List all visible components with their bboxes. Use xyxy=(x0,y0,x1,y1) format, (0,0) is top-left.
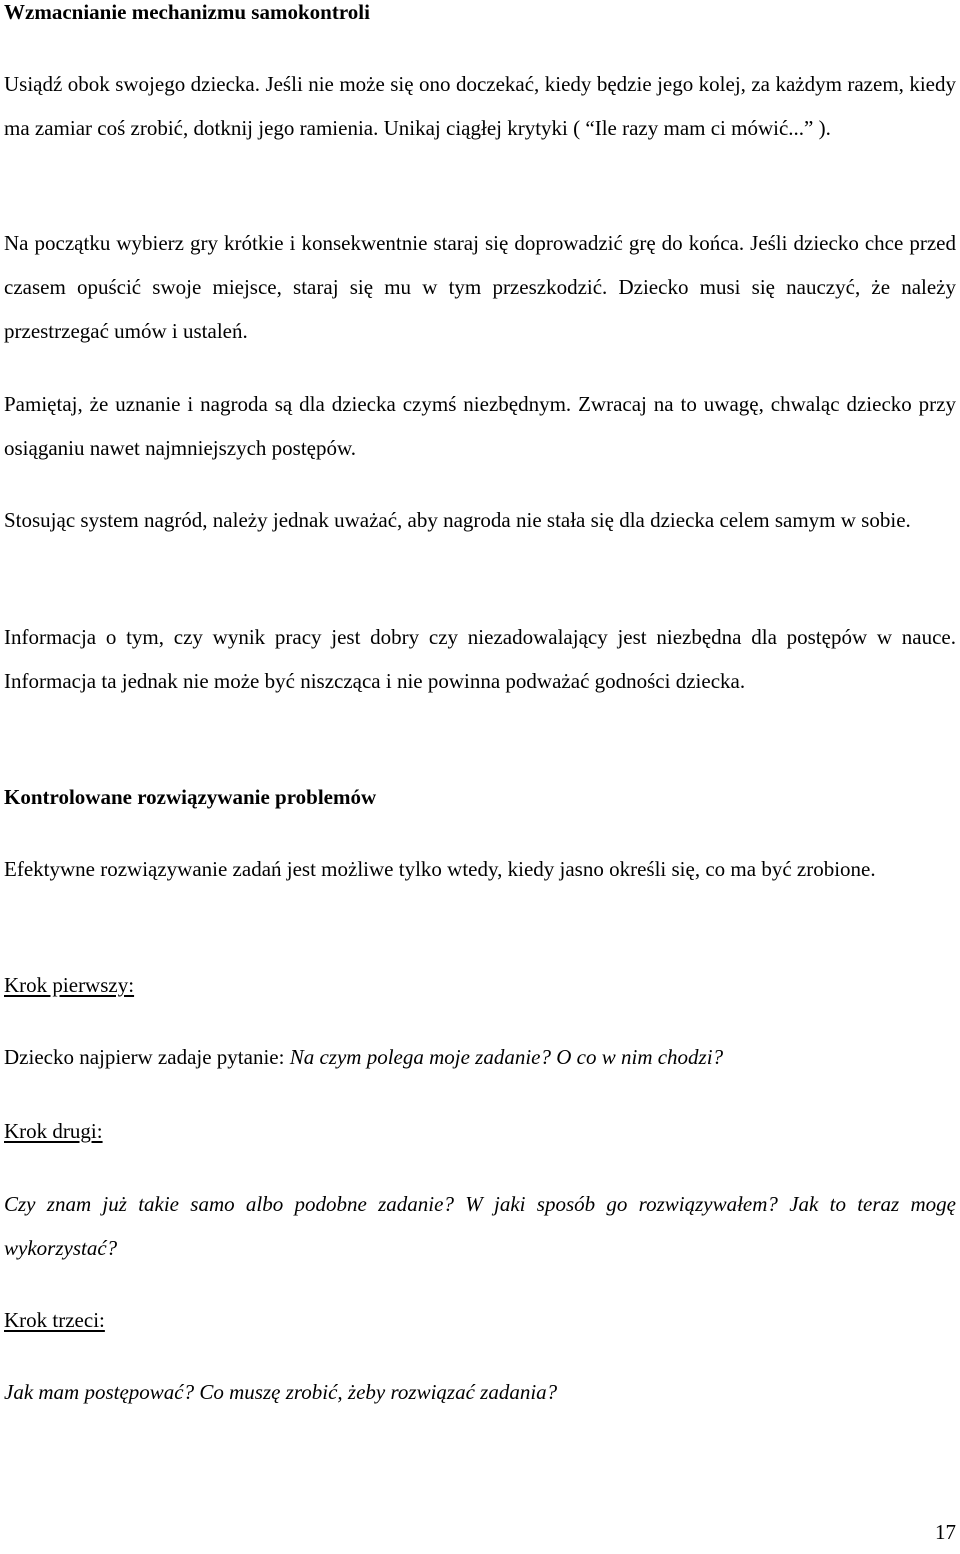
paragraph-sit-beside-child: Usiądź obok swojego dziecka. Jeśli nie może się ono doczekać, kiedy będzie jego kolej, za każdym razem, kiedy ma zamiar coś zrobić, dotknij jego ramienia. Unikaj ciągłej krytyki ( “Ile razy mam ci mówić...” ). xyxy=(4,72,956,140)
paragraph-short-games: Na początku wybierz gry krótkie i konsekwentnie staraj się doprowadzić grę do końca. Jeśli dziecko chce przed czasem opuścić swoje miejsce, staraj się mu w tym przeszkodzić. Dziecko musi się nauczyć, że należy przestrzegać umów i ustaleń. xyxy=(4,231,956,343)
section-heading-problem-solving: Kontrolowane rozwiązywanie problemów xyxy=(4,785,377,809)
step-3-label xyxy=(4,1298,956,1342)
paragraph-effective-solving: Efektywne rozwiązywanie zadań jest możliwe tylko wtedy, kiedy jasno określi się, co ma być zrobione. xyxy=(4,857,876,881)
paragraph-reward-system: Stosując system nagród, należy jednak uważać, aby nagroda nie stała się dla dziecka celem samym w sobie. xyxy=(4,508,911,532)
step-3-text: Jak mam postępować? Co muszę zrobić, żeby rozwiązać zadania? xyxy=(4,1380,558,1404)
step-2-label xyxy=(4,1109,956,1153)
step-1-label xyxy=(4,963,956,1007)
section-heading-self-control: Wzmacnianie mechanizmu samokontroli xyxy=(4,0,370,24)
step-1-text xyxy=(4,1035,956,1079)
paragraph-recognition-reward: Pamiętaj, że uznanie i nagroda są dla dziecka czymś niezbędnym. Zwracaj na to uwagę, chwaląc dziecko przy osiąganiu nawet najmniejszych postępów. xyxy=(4,392,956,460)
step-1-text-question: Na czym polega moje zadanie? O co w nim chodzi? xyxy=(289,1045,724,1069)
step-2-text: Czy znam już takie samo albo podobne zadanie? W jaki sposób go rozwiązywałem? Jak to teraz mogę wykorzystać? xyxy=(4,1192,956,1260)
step-1-label-text: Krok pierwszy: xyxy=(4,973,135,997)
step-3-label-text: Krok trzeci: xyxy=(4,1308,105,1332)
step-1-text-plain: Dziecko najpierw zadaje pytanie: xyxy=(4,1045,290,1069)
step-2-label-text: Krok drugi: xyxy=(4,1119,103,1143)
page-number: 17 xyxy=(935,1520,956,1544)
paragraph-feedback-information: Informacja o tym, czy wynik pracy jest dobry czy niezadowalający jest niezbędna dla postępów w nauce. Informacja ta jednak nie może być niszcząca i nie powinna podważać godności dziecka. xyxy=(4,625,956,693)
